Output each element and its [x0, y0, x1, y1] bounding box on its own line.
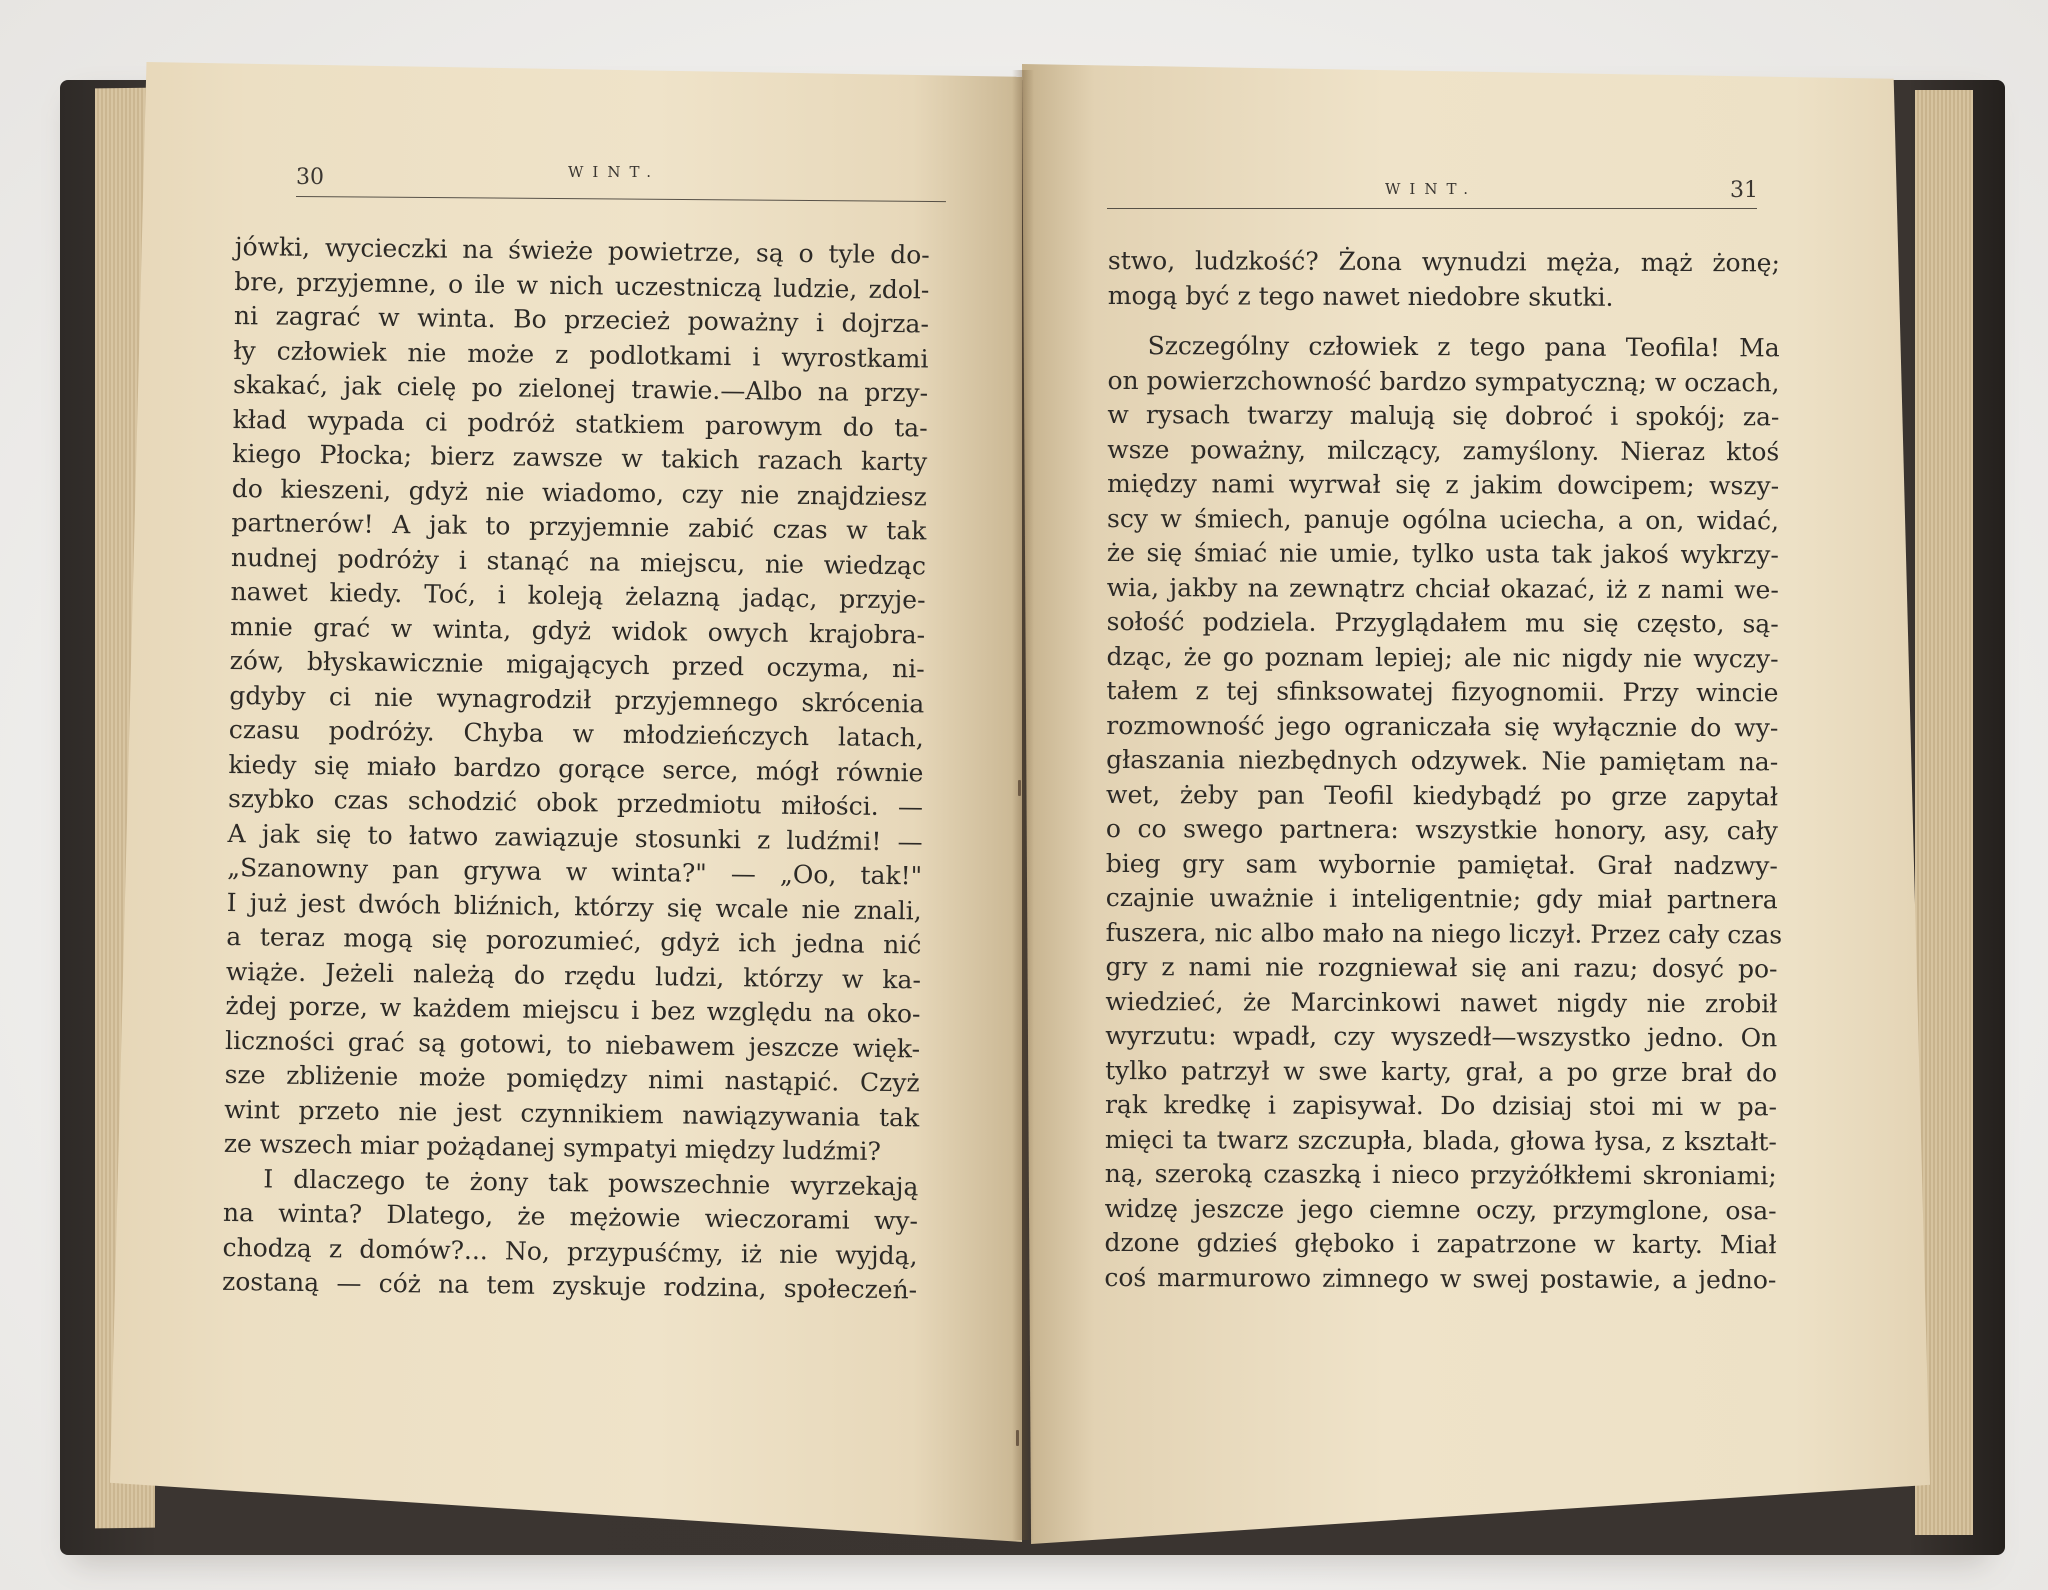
- text-line: w rysach twarzy malują się dobroć i spokój; za-: [1107, 399, 1780, 432]
- text-line: do kieszeni, gdyż nie wiadomo, czy nie znajdziesz: [231, 473, 927, 511]
- right-page-body-text: [1104, 244, 1783, 1297]
- text-line: I dlaczego te żony tak powszechnie wyrzekają: [263, 1163, 919, 1201]
- text-line: mogą być z tego nawet niedobre skutki.: [1107, 280, 1614, 312]
- text-line: nudnej podróży i stanąć na miejscu, nie wiedząc: [230, 542, 927, 580]
- text-line: Szczególny człowiek z tego pana Teofila! Ma: [1147, 331, 1780, 363]
- text-line: sołość podziela. Przyglądałem mu się często, są-: [1106, 606, 1779, 639]
- text-line: ną, szeroką czaszką i nieco przyżółkłemi skroniami;: [1104, 1158, 1777, 1191]
- text-line: na winta? Dlatego, że mężowie wieczorami wy-: [222, 1197, 919, 1236]
- text-line: a teraz mogą się porozumieć, gdyż ich jedna nić: [226, 921, 922, 960]
- text-line: czasu podróży. Chyba w młodzieńczych latach,: [228, 714, 925, 753]
- text-line: mięci ta twarz szczupła, blada, głowa łysa, z kształt-: [1104, 1124, 1777, 1156]
- text-line: skakać, jak cielę po zielonej trawie.—Albo na przy-: [232, 369, 929, 408]
- text-line: że się śmiać nie umie, tylko usta tak jakoś wykrzy-: [1106, 537, 1779, 570]
- text-line: ły człowiek nie może z podlotkami i wyrostkami: [233, 335, 929, 373]
- text-line: zów, błyskawicznie migających przed oczyma, ni-: [229, 645, 925, 684]
- left-running-head: WINT.: [568, 163, 661, 181]
- text-line: szybko czas schodzić obok przedmiotu miłości. —: [227, 783, 924, 822]
- text-line: jówki, wycieczki na świeże powietrze, są o tyle do-: [234, 231, 930, 270]
- text-line: tałem z tej sfinksowatej fizyognomii. Przy wincie: [1106, 675, 1779, 708]
- text-line: I już jest dwóch bliźnich, którzy się wcale nie znali,: [226, 887, 922, 925]
- text-line: wint przeto nie jest czynnikiem nawiązywania tak: [224, 1094, 920, 1132]
- book-gutter: [1012, 70, 1034, 1540]
- text-line: kiego Płocka; bierz zawsze w takich razach karty: [232, 438, 928, 477]
- text-line: liczności grać są gotowi, to niebawem jeszcze więk-: [224, 1025, 921, 1063]
- text-line: wsze poważny, milczący, zamyślony. Nieraz ktoś: [1107, 434, 1780, 466]
- text-line: widzę jeszcze jego ciemne oczy, przymglone, osa-: [1104, 1193, 1777, 1225]
- text-line: tylko patrzył w swe karty, grał, a po grze brał do: [1105, 1055, 1778, 1087]
- text-line: wet, żeby pan Teofil kiedybądź po grze zapytał: [1106, 779, 1779, 811]
- text-line: „Szanowny pan grywa w winta?" — „Oo, tak!": [227, 852, 923, 891]
- text-line: dząc, że go poznam lepiej; ale nic nigdy nie wyczy-: [1106, 641, 1779, 673]
- text-line: zostaną — cóż na tem zyskuje rodzina, społeczeń-: [221, 1266, 918, 1305]
- text-line: fuszera, nic albo mało na niego liczył. Przez cały czas: [1105, 917, 1783, 949]
- text-line: wiedzieć, że Marcinkowi nawet nigdy nie zrobił: [1105, 986, 1778, 1018]
- binding-stitch: [1018, 780, 1021, 796]
- text-line: kiedy się miało bardzo gorące serce, mógł równie: [228, 749, 924, 787]
- text-line: stwo, ludzkość? Żona wynudzi męża, mąż żonę;: [1107, 245, 1780, 278]
- binding-stitch: [1016, 1430, 1019, 1446]
- text-line: sze zbliżenie może pomiędzy nimi nastąpić. Czyż: [224, 1059, 920, 1098]
- text-line: A jak się to łatwo zawiązuje stosunki z ludźmi! —: [227, 818, 923, 856]
- text-line: ze wszech miar pożądanej sympatyi między ludźmi?: [223, 1128, 882, 1166]
- text-line: rozmowność jego ograniczała się wyłącznie do wy-: [1106, 710, 1779, 742]
- right-page-number: 31: [1730, 178, 1758, 203]
- text-line: między nami wyrwał się z jakim dowcipem; wszy-: [1107, 468, 1780, 501]
- text-line: dzone gdzieś głęboko i zapatrzone w karty. Miał: [1104, 1227, 1777, 1260]
- left-page-number: 30: [296, 165, 324, 190]
- text-line: żdej porze, w każdem miejscu i bez względu na oko-: [225, 990, 921, 1029]
- text-line: gdyby ci nie wynagrodził przyjemnego skrócenia: [229, 680, 925, 718]
- text-line: rąk kredkę i zapisywał. Do dzisiaj stoi mi w pa-: [1104, 1089, 1778, 1122]
- text-line: bre, przyjemne, o ile w nich uczestniczą ludzie, zdol-: [234, 266, 930, 304]
- text-line: chodzą z domów?... No, przypuśćmy, iż nie wyjdą,: [222, 1232, 918, 1270]
- left-page-body-text: [222, 230, 930, 1308]
- text-line: coś marmurowo zimnego w swej postawie, a jedno-: [1104, 1262, 1777, 1294]
- text-line: wyrzutu: wpadł, czy wyszedł—wszystko jedno. On: [1105, 1020, 1778, 1053]
- text-line: on powierzchowność bardzo sympatyczną; w oczach,: [1107, 365, 1780, 397]
- right-running-head: WINT.: [1385, 180, 1478, 198]
- text-line: bieg gry sam wybornie pamiętał. Grał nadzwy-: [1105, 848, 1778, 880]
- text-line: kład wypada ci podróż statkiem parowym do ta-: [232, 404, 928, 442]
- text-line: wiąże. Jeżeli należą do rzędu ludzi, którzy w ka-: [225, 956, 922, 994]
- text-line: nawet kiedy. Toć, i koleją żelazną jadąc, przyje-: [230, 576, 926, 615]
- text-line: o co swego partnera: wszystkie honory, asy, cały: [1105, 813, 1779, 846]
- text-line: ni zagrać w winta. Bo przecież poważny i dojrza-: [233, 300, 930, 339]
- text-line: scy w śmiech, panuje ogólna uciecha, a on, widać,: [1106, 503, 1780, 535]
- text-line: wia, jakby na zewnątrz chciał okazać, iż z nami we-: [1106, 572, 1779, 604]
- text-line: gry z nami nie rozgniewał się ani razu; dosyć po-: [1105, 951, 1778, 984]
- text-line: czajnie uważnie i inteligentnie; gdy miał partnera: [1105, 882, 1778, 915]
- text-line: partnerów! A jak to przyjemnie zabić czas w tak: [231, 507, 927, 546]
- right-header-rule: [1107, 208, 1757, 209]
- text-line: głaszania niezbędnych odzywek. Nie pamiętam na-: [1106, 744, 1779, 777]
- text-line: mnie grać w winta, gdyż widok owych krajobra-: [229, 611, 926, 649]
